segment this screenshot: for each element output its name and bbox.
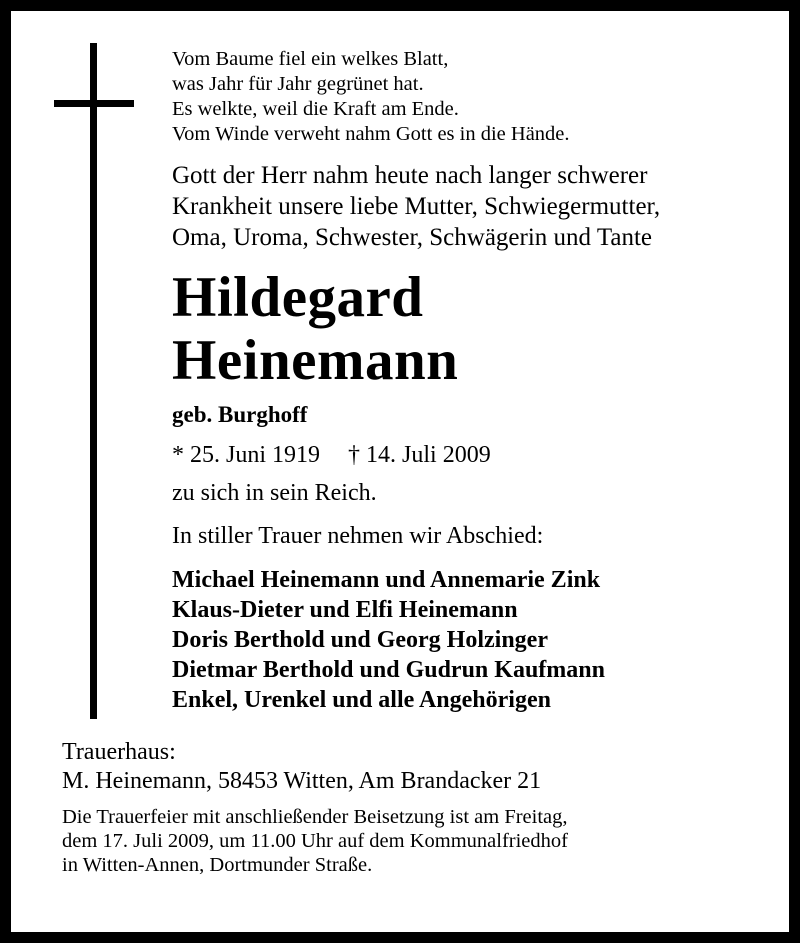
intro-text (172, 160, 759, 253)
poem (172, 47, 759, 147)
deceased-name (172, 266, 759, 392)
poem-line: Vom Winde verweht nahm Gott es in die Hände. (172, 123, 570, 145)
deceased-last-name: Heinemann (172, 329, 459, 392)
poem-line: Es welkte, weil die Kraft am Ende. (172, 98, 459, 120)
funeral-line: in Witten-Annen, Dortmunder Straße. (62, 854, 373, 876)
funeral-info (62, 805, 759, 877)
mourner-line: Dietmar Berthold und Gudrun Kaufmann (172, 657, 605, 683)
deceased-first-name: Hildegard (172, 266, 424, 329)
mourner-line: Enkel, Urenkel und alle Angehörigen (172, 687, 551, 713)
mourner-line: Klaus-Dieter und Elfi Heinemann (172, 597, 518, 623)
cross-icon-horizontal-bar (54, 100, 134, 107)
farewell-line: In stiller Trauer nehmen wir Abschied: (172, 523, 544, 549)
birth-date: * 25. Juni 1919 (172, 442, 321, 468)
mourning-house (62, 738, 759, 796)
intro-line: Gott der Herr nahm heute nach langer schwerer (172, 162, 648, 189)
mourner-line: Michael Heinemann und Annemarie Zink (172, 567, 601, 593)
poem-line: Vom Baume fiel ein welkes Blatt, (172, 48, 449, 70)
funeral-line: dem 17. Juli 2009, um 11.00 Uhr auf dem Kommunalfriedhof (62, 830, 568, 852)
mourning-house-address: M. Heinemann, 58453 Witten, Am Brandacker 21 (62, 768, 542, 794)
birth-name: geb. Burghoff (172, 402, 308, 427)
poem-line: was Jahr für Jahr gegrünet hat. (172, 73, 424, 95)
cross-icon-vertical-bar (90, 43, 97, 719)
closing-line: zu sich in sein Reich. (172, 480, 377, 506)
intro-line: Oma, Uroma, Schwester, Schwägerin und Tante (172, 224, 652, 251)
mourners-list (172, 565, 759, 715)
intro-line: Krankheit unsere liebe Mutter, Schwiegermutter, (172, 193, 661, 220)
mourner-line: Doris Berthold und Georg Holzinger (172, 627, 548, 653)
life-dates (172, 439, 759, 471)
death-date: † 14. Juli 2009 (348, 442, 491, 468)
funeral-line: Die Trauerfeier mit anschließender Beisetzung ist am Freitag, (62, 806, 568, 828)
mourning-house-label: Trauerhaus: (62, 739, 176, 765)
